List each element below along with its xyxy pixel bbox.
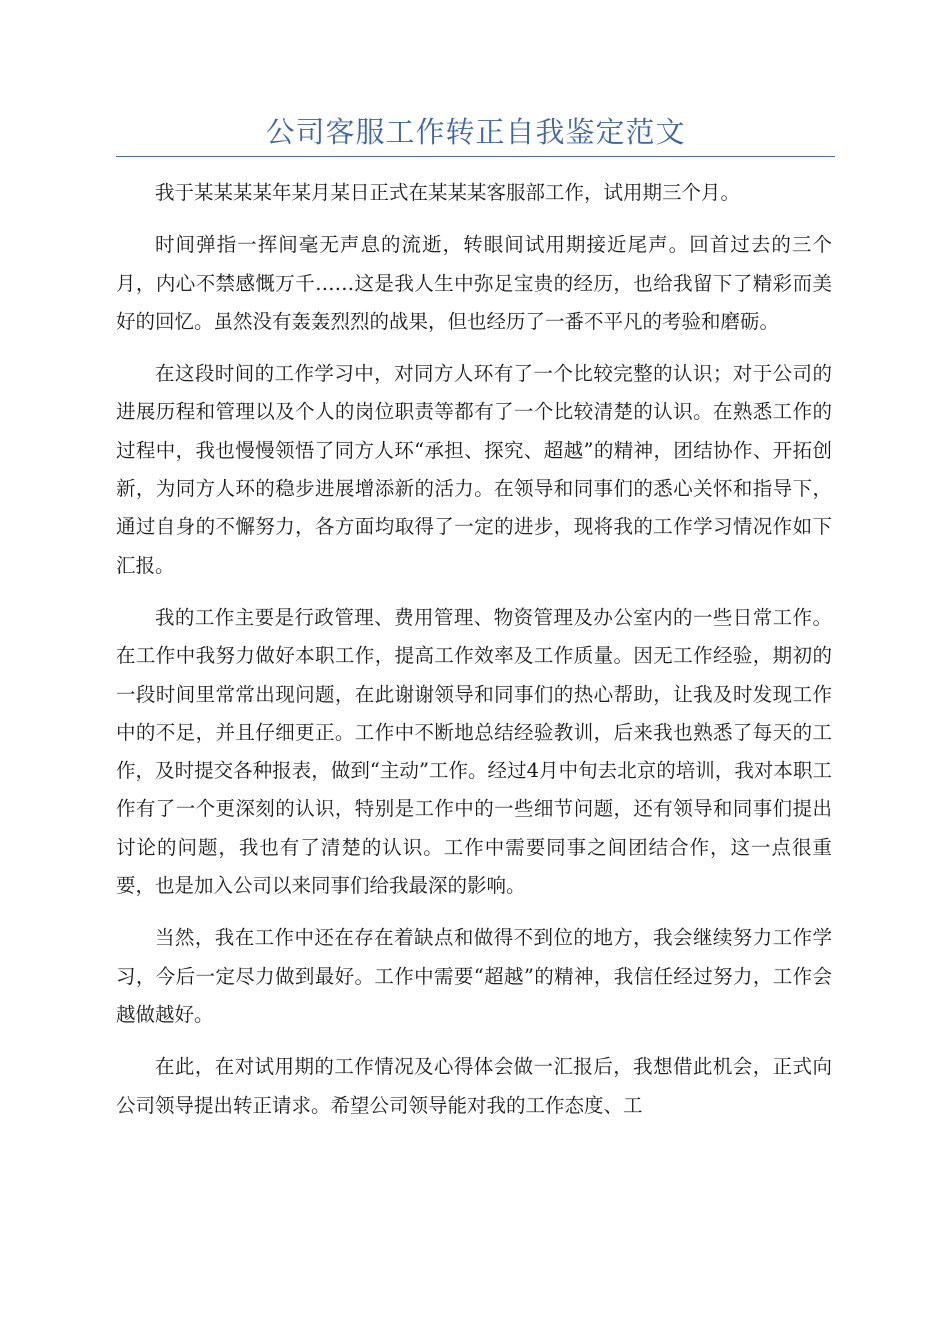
paragraph-5: 当然，我在工作中还在存在着缺点和做得不到位的地方，我会继续努力工作学习，今后一定尽力做到最好。工作中需要“超越”的精神，我信任经过努力，工作会越做越好。	[116, 926, 832, 1026]
paragraph-3: 在这段时间的工作学习中，对同方人环有了一个比较完整的认识；对于公司的进展历程和管理以及个人的岗位职责等都有了一个比较清楚的认识。在熟悉工作的过程中，我也慢慢领悟了同方人环“承担、探究、超越”的精神，团结协作、开拓创新，为同方人环的稳步进展增添新的活力。在领导和同事们的悉心关怀和指导下，通过自身的不懈努力，各方面均取得了一定的进步，现将我的工作学习情况作如下汇报。	[116, 362, 832, 577]
paragraph-2: 时间弹指一挥间毫无声息的流逝，转眼间试用期接近尾声。回首过去的三个月，内心不禁感慨万千……这是我人生中弥足宝贵的经历，也给我留下了精彩而美好的回忆。虽然没有轰轰烈烈的战果，但也经历了一番不平凡的考验和磨砺。	[116, 233, 832, 333]
title-block	[116, 108, 835, 157]
paragraph-4: 我的工作主要是行政管理、费用管理、物资管理及办公室内的一些日常工作。在工作中我努力做好本职工作，提高工作效率及工作质量。因无工作经验，期初的一段时间里常常出现问题，在此谢谢领导和同事们的热心帮助，让我及时发现工作中的不足，并且仔细更正。工作中不断地总结经验教训，后来我也熟悉了每天的工作，及时提交各种报表，做到“主动”工作。经过4月中旬去北京的培训，我对本职工作有了一个更深刻的认识，特别是工作中的一些细节问题，还有领导和同事们提出讨论的问题，我也有了清楚的认识。工作中需要同事之间团结合作，这一点很重要，也是加入公司以来同事们给我最深的影响。	[116, 605, 832, 898]
document-title: 公司客服工作转正自我鉴定范文	[265, 115, 686, 149]
paragraph-1: 我于某某某某年某月某日正式在某某某客服部工作，试用期三个月。	[155, 181, 741, 204]
paragraph-6: 在此，在对试用期的工作情况及心得体会做一汇报后，我想借此机会，正式向公司领导提出转正请求。希望公司领导能对我的工作态度、工	[116, 1055, 832, 1117]
document-body	[116, 174, 832, 1139]
